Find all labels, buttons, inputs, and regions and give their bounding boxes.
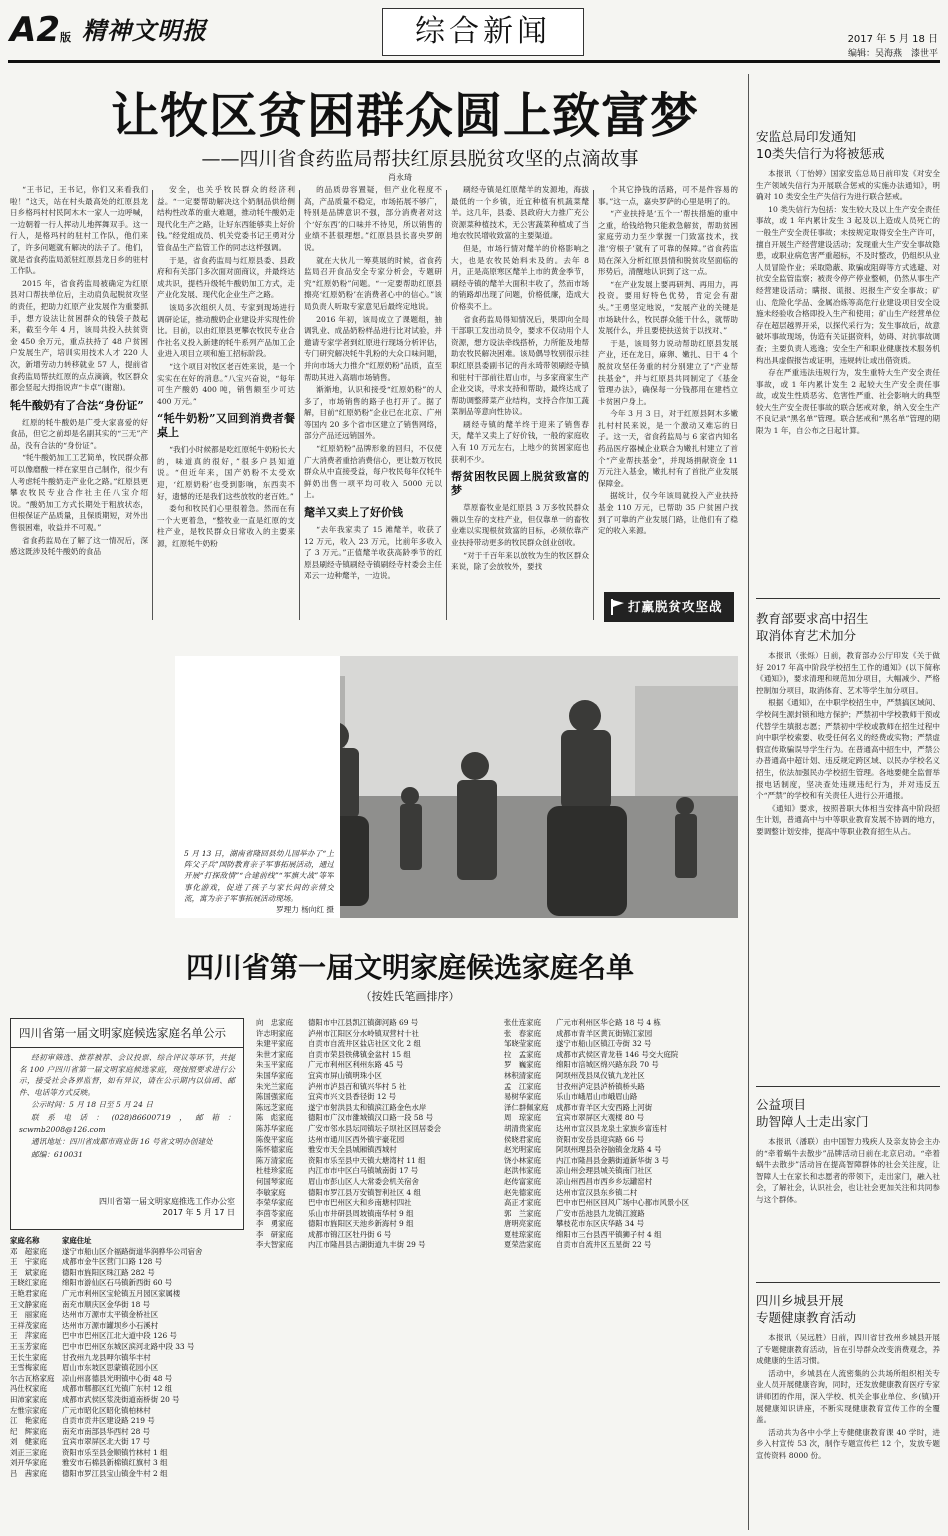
sidebar-story-2 <box>756 610 940 1080</box>
table-row: 王长生家庭 甘孜州九龙县呷尔镇华丰村 <box>10 1352 151 1362</box>
sidebar-story-1 <box>756 128 940 590</box>
table-row: 陈远芝家庭 遂宁市射洪县太和镇滨江路金色水岸 <box>256 1102 427 1112</box>
table-row: 何国琴家庭 眉山市彭山区人大常委会机关宿舍 <box>256 1176 419 1186</box>
table-row: 王晓红家庭 绵阳市游仙区石马镇新西街 60 号 <box>10 1278 173 1288</box>
masthead-rule <box>8 60 940 63</box>
sidebar-story-1-body: 本报讯（丁怡婷）国家安监总局日前印发《对安全生产领域失信行为开展联合惩戒的实施办法通知》，明确对 10 类安全生产失信行为进行联合惩戒。 10 类失信行为包括：发生较大及以上生产安全责任事故，或 1 年内累计发生 3 起及以上造成人员死亡的一般生产安全责任事故；未按规定取得安全生产许可，擅自开展生产经营建设活动；发现重大生产安全事故隐患，或职业病危害严重超标，不及时整改，仍组织从业人员冒险作业；采取隐蔽、欺骗或阻碍等方式逃避、对抗安全监管监察；被责令停产停业整顿，仍然从事生产经营建设活动；瞒报、谎报、迟报生产安全事故；矿山、危险化学品、金属冶炼等高危行业建设项目安全设施未经验收合格即投入生产和使用；矿山生产经营单位存在超层越界开采，以探代采行为；发生事故后，故意破坏事故现场，伪造有关证据资料，妨碍、对抗事故调查；主要负责人逃逸；安全生产和职业健康技术服务机构出具虚假报告或证明，违规转让或出借资质。 存在严重违法违规行为，发生重特大生产安全责任事故，或 1 年内累计发生 2 起较大生产安全责任事故，或发生性质恶劣、危害性严重、社会影响大的典型较大生产安全责任事故的联合惩戒对象，纳入安全生产不良记录“黑名单”管理。联合惩戒和“黑名单”管理的期限为 1 年，自公布之日起计算。 <box>756 169 940 436</box>
flag-icon <box>610 598 626 616</box>
section-banner <box>382 8 584 56</box>
notice-box <box>10 1018 244 1230</box>
table-row: 向 忠家庭 德阳市中江县凯江镇御河路 69 号 <box>256 1018 419 1027</box>
table-row: 邹晓莹家庭 遂宁市船山区镇江寺街 32 号 <box>504 1039 652 1049</box>
page-number-suffix: 版 <box>59 31 71 44</box>
family-table-2 <box>256 1018 441 1251</box>
poverty-campaign-text: 打赢脱贫攻坚战 <box>628 599 723 614</box>
notice-title: 四川省第一届文明家庭候选家庭名单公示 <box>11 1019 243 1048</box>
table-row: 朱建平家庭 自贡市自流井区盐店社区文化 2 组 <box>256 1039 421 1049</box>
table-row: 王 萍家庭 巴中市巴州区江北大道中段 126 号 <box>10 1331 177 1341</box>
table-row: 李荣华家庭 巴中市巴州区大和乡南塘村四社 <box>256 1198 412 1208</box>
column-divider <box>152 190 153 620</box>
table-row: 张仕连家庭 广元市利州区华仑路 18 号 4 栋 <box>504 1018 661 1027</box>
lead-column-3: 的品质毋容置疑，但产业化程度不高，产品质量不稳定，市场拓展不够广，特别是品牌意识不强，部分消费者对这个‘好东西’的口味并不待见，所以销售的业绩不甚很理想。”红原县县长喜央罗朗说。 就在大伙儿一筹莫展的时候，省食药监局召开食品安全专家分析会，专题研究“红原奶粉”问题。“一定要帮助红原县擦亮‘红原奶粉’在消费者心中的信心。”该局负责人听取专家意见后最终定地说。 2016 年初，该局成立了课题组，抽调乳业、成品奶粉样品进行比对试验，并邀请专家学者到红原进行现场分析评估，专门研究解决牦牛乳粉的大众口味问题，并向市场大力推介“红原奶粉”品质，直至帮助其进入高端市场销售。 渐渐地，认识和接受“红原奶粉”的人多了，市场销售的路子也打开了。据了解，目前“红原奶粉”企业已在北京、广州等国内 20 多个省市区建立了销售网络，部分产品还远销国外。 “红原奶粉”品牌形象的回归，不仅使广大消费者重拾消费信心，更让数万牧民群众从中直接受益，每户牧民每年仅牦牛鲜奶出售一项平均可收入 5000 元以上。 氂羊又卖上了好价钱 “去年我家卖了 15 滩氂羊，收获了 12 万元，收入 23 万元，比前年多收入了 3 万元。”正值氂羊收获高龄季节的红原县刷经寺镇刷经寺镇刷经寺村委会主任邓云一边种氂羊，一边说。 <box>304 185 442 581</box>
table-row: 王文静家庭 南充市顺庆区金华街 18 号 <box>10 1299 151 1309</box>
table-row: 刘 健家庭 宜宾市翠屏区北大街 17 号 <box>10 1437 151 1447</box>
table-row: 朱玉平家庭 广元市利州区利州东路 45 号 <box>256 1060 404 1070</box>
table-row: 孟 江家庭 甘孜州泸定县泸桥镇桥头路 <box>504 1081 645 1091</box>
table-row: 朱国华家庭 宜宾市屏山镇明珠小区 <box>256 1070 382 1080</box>
family-table-3 <box>504 1018 689 1251</box>
table-row: 许志明家庭 泸州市江阳区分水岭镇双营村十社 <box>256 1028 419 1038</box>
table-row: 陈国强家庭 宜宾市兴文县香径街 12 号 <box>256 1092 397 1102</box>
sidebar-story-1-title: 安监总局印发通知 10类失信行为将被惩戒 <box>756 129 885 161</box>
photo-caption: 5 月 13 日，湖南省隆回县幼儿园举办了“上阵父子兵”国防教育亲子军事拓展活动，通过开展“打探敌情”“合建前线”“军旗大战”等军事化游戏，促进了孩子与家长间的亲情交流，寓为亲子军事拓展活动现场。 罗理力 杨向红 摄 <box>184 849 334 915</box>
sidebar-rule <box>756 1086 940 1087</box>
table-row: 李 研家庭 成都市锦江区牡丹街 6 号 <box>256 1229 392 1239</box>
table-row: 高正才家庭 巴中市巴州区回风广场中心都市风景小区 <box>504 1198 690 1208</box>
table-row: 邓 超家庭 遂宁市船山区介福路街道华润骅华公司宿舍 <box>10 1246 203 1256</box>
table-row: 夏荣浩家庭 自贡市自流井区五星街 22 号 <box>504 1240 652 1250</box>
family-list-column-1 <box>10 1236 248 1530</box>
table-row: 李茵苓家庭 乐山市井研县周坡镇南华村 9 组 <box>256 1208 414 1218</box>
table-row: 杜桂珍家庭 内江市市中区白马镇城南街 17 号 <box>256 1166 419 1176</box>
lead-column-4: 刷经寺镇是红原氂羊的发源地，海拔最低的一个乡镇，近宜种植有机蔬菜氂羊。这几年，县委、县政府大力推广充公资源菜种植技术，无公害蔬菜种植成了当地农牧民增收致富的主要渠道。 但是，市场行情对氂羊的价格影响之大，也是农牧民始料未及的。去年 8 月，正是高原寒区氂羊上市的黄金季节，刷经寺镇的氂羊大面积丰收了，然而市场的销路却出现了问题，价格低廉，造成大价格卖不上。 省食药监局得知情况后，果即向全局干部职工发出动员令，要求不仅动用个人资源，想方设法牵线搭桥，力所能及地帮助农牧民解决困难。该局偶导牧别很示挂职红原县委副书记的肖永琦带领刷经寺镇和驻村干部前往眉山市，与多家商家生产企业交谈，寻求支持和帮助，最终达成了帮助调整滞菜产业结构，支持合作加工蔬菜制品等意向性协议。 刷经寺镇的氂羊终于迎来了销售春天，氂羊又卖上了好价钱，一般的家庭收入有 10 万元左右，上地少的贫困家庭也获利不少。 帮贫困牧民圆上脱贫致富的梦 草原畜牧业是红原县 3 万多牧民群众赖以生存的支柱产业，但仅靠单一的畜牧业难以实现根贫致富的目标，必须依靠产业扶持带动更多的牧民群众创业创收。 “对于千百年来以放牧为生的牧区群众来说，除了会放牧外，要找 <box>451 185 589 572</box>
sidebar-rule <box>756 598 940 599</box>
table-row: 郭 兰家庭 广安市岳池县九龙镇江渡路 <box>504 1208 645 1218</box>
table-row: 朱光兰家庭 泸州市泸县百和镇兴华村 5 社 <box>256 1081 407 1091</box>
table-row: 吕 茜家庭 德阳市罗江县宝山镇金牛村 2 组 <box>10 1469 168 1479</box>
table-row: 陈万清家庭 资阳市乐至县中天镇大塘湾村 11 组 <box>256 1155 426 1165</box>
family-table-1 <box>10 1236 202 1480</box>
table-row: 侯晓君家庭 资阳市安岳县迎宾路 66 号 <box>504 1134 645 1144</box>
notice-body: 经初审筛选、推荐被荐、会议投票、综合评议等环节，共提名 100 户四川省第一届文明家庭候选家庭，现按照要求进行公示，接受社会各界监督，如有异议，请在公示期内以信函、邮件、电话等方式反映。 公示时间：5 月 18 日至 5 月 24 日 联系电话：(028)86600719，邮箱：scwmb2008@126.com 通讯地址：四川省成都市商业街 16 号省文明办创建处 邮编：610031 <box>19 1053 235 1159</box>
table-row: 江 艳家庭 自贡市贡井区建设路 219 号 <box>10 1416 155 1426</box>
sidebar-story-4-body: 本报讯（吴远胜）日前，四川省甘孜州乡城县开展了专题健康教育活动，旨在引导群众改变消费观念，养成健康的生活习惯。 活动中，乡城县在人流密集的公共场所组织相关专业人员开展健康咨询，同时，还发放健康教育医疗专家讲师团的作用，深入学校、机关企事业单位、乡(镇)开展健康知识讲座，不断实现健康教育宣传工作的全覆盖。 活动共为各中小学上专健健康教育课 40 学时，进乡入村宣传 53 次，制作专题宣传栏 12 个，发放专题宣传资料 8000 份。 <box>756 1333 940 1460</box>
table-header: 家庭名称 家庭住址 <box>10 1236 92 1245</box>
column-divider <box>446 190 447 620</box>
lead-subtitle: ——四川省食药监局帮扶红原县脱贫攻坚的点滴故事 <box>201 148 639 170</box>
table-row: 罗 巍家庭 绵阳市涪城区绵兴路东段 70 号 <box>504 1060 659 1070</box>
sidebar-story-3 <box>756 1096 940 1286</box>
table-row: 赵传富家庭 凉山州西昌市西乡乡坛罐窑村 <box>504 1176 653 1186</box>
table-row: 陈怀德家庭 雅安市天全县城厢镇西城村 <box>256 1145 397 1155</box>
paper-name: 精神文明报 <box>82 16 207 45</box>
table-row: 王玉芳家庭 巴中市巴州区东城区滨河北路中段 33 号 <box>10 1341 195 1351</box>
table-row: 李 勇家庭 德阳市旌阳区天池乡新海村 9 组 <box>256 1219 414 1229</box>
sidebar-story-2-title: 教育部要求高中招生 取消体育艺术加分 <box>756 611 869 643</box>
issue-date: 2017 年 5 月 18 日 <box>847 34 938 45</box>
poverty-campaign-logo <box>604 592 734 622</box>
table-row: 刘开华家庭 雅安市石棉县新棉镇红旗村 3 组 <box>10 1458 168 1468</box>
page-number <box>10 10 71 58</box>
table-row: 唐明亮家庭 攀枝花市东区庆华路 34 号 <box>504 1219 645 1229</box>
table-row: 冯仕权家庭 成都市郫都区红光镇广东村 12 组 <box>10 1384 173 1394</box>
table-row: 李敏家庭 德阳市罗江县万安镇智利社区 4 组 <box>256 1187 421 1197</box>
sidebar-rule <box>756 1282 940 1283</box>
sidebar-story-3-body: 本报讯（潘联）由中国智力残疾人及亲友协会主办的“牵着蜗牛去散步”品牌活动日前在北京启动。“牵着蜗牛去散步”活动旨在提高智障群体的社会关注度，让智障人士在家长和志愿者的带领下，走出家门，融入社会，了解社会，认识社会，也让社会更加关注和共同参与这个群体。 <box>756 1137 940 1204</box>
notice-sign-office: 四川省第一届文明家庭推选工作办公室 <box>99 1197 235 1206</box>
table-row: 左惟宗家庭 广元市昭化区昭化镇柏林村 <box>10 1405 151 1415</box>
section-title: 综合新闻 <box>415 14 551 49</box>
table-row: 周 琼家庭 宜宾市翠屏区大观楼 80 号 <box>504 1113 645 1123</box>
sidebar-story-2-body: 本报讯（张烁）日前，教育部办公厅印发《关于做好 2017 年高中阶段学校招生工作的通知》(以下简称《通知》)，要求清理和规范加分项目，大幅减少、严格控制加分项目，取消体育、艺术等学生加分项目。 根据《通知》，在中职学校招生中，严禁搞区域间、学校间生源封锁和地方保护；严禁初中学校教师干预或代替学生填报志愿；严禁初中学校或教师在招生过程中向中职学校索要、收受任何名义的经费或实物；严禁虚假宣传欺骗误导学生行为。在普通高中招生中，严禁公办普通高中超计划、违反规定跨区域、以民办学校名义招生，依法加强民办学校招生管理。各地要健全监督举报电话制度，坚决查处违规违纪行为，并对违反五个“严禁”的学校和有关责任人进行公开通报。 《通知》要求，按照普职大体相当安排高中阶段招生计划，普通高中与中等职业教育发展不协调的地方，要调整计划安排，提高中等职业教育招生从占。 <box>756 651 940 836</box>
table-row: 陈 彪家庭 德阳市广汉市雒城镇汉口路一段 58 号 <box>256 1113 433 1123</box>
table-row: 王 丽家庭 达州市万源市太平镇金桥社区 <box>10 1310 159 1320</box>
notice-sign-date: 2017 年 5 月 17 日 <box>162 1208 235 1217</box>
table-row: 刘正三家庭 资阳市乐至县金顺镇竹林村 1 组 <box>10 1447 168 1457</box>
column-divider <box>299 190 300 620</box>
table-row: 王艳君家庭 广元市利州区宝轮镇五月园区家属楼 <box>10 1288 181 1298</box>
table-row: 王雪梅家庭 眉山市东坡区思蒙镇花园小区 <box>10 1363 159 1373</box>
table-row: 夏桂琼家庭 绵阳市三台县西平镇狮子村 4 组 <box>504 1229 662 1239</box>
table-row: 朱世才家庭 自贡市荣县铁佛镇金盆村 15 组 <box>256 1049 411 1059</box>
table-row: 陈俊平家庭 达州市通川区西外镇宇豪花园 <box>256 1134 405 1144</box>
lead-subhead-1: 牦牛酸奶有了合法“身份证” <box>10 398 144 412</box>
table-row: 尔古瓦格家庭 凉山州喜德县光明镇中心街 48 号 <box>10 1373 173 1383</box>
family-list-column-2 <box>256 1018 496 1530</box>
lead-headline: 让牧区贫困群众圆上致富梦 <box>110 88 699 144</box>
table-row: 李大智家庭 内江市隆昌县古湖街道九丰街 29 号 <box>256 1240 426 1250</box>
lead-author: 肖永琦 <box>388 173 412 182</box>
family-list-title: 四川省第一届文明家庭候选家庭名单 <box>185 951 634 984</box>
lead-column-5: 个其它挣钱的活路，可不是件容易的事。”这一点，嘉央罗萨的心里是明了的。 “产业扶持是‘五个一’帮扶措施的重中之重，给钱给物只能救急解贫，帮助贫困家庭劳动力至少掌握一门致富技术，找准‘穷根子’就有了可靠的保障。”省食药监局在深入分析红原县情和脱贫攻坚面临的形势后，清醒地认识到了这一点。 “在产业发展上要再研判、再用力，再投资。要用好特色优势，肯定会有甜头。”王勇坚定地说，“发展产业的关键是市场缺什么，牧民群众能干什么，就帮助发展什么，并且要使扶送贫于以找对、” 于是，该局努力说动帮助红原县发展产业，还在龙日，麻卵、嫩扎、日干 4 个脱贫攻坚任务重的村分别建立了“产业帮扶基金”，并与红原县共同制定了《基金管理办法》，确保每一分钱都用在建档立卡贫困户身上。 今年 3 月 3 日，对于红原县阿木多嫩扎村村民来说，是一个激动又难忘的日子。这一天，省食药监局与 6 家省内知名药品医疗器械企业联合为嫩扎村建立了首个“产业帮扶基金”，并现场捐献资金 11 万元注入基金，嫩扎村有了首批产业发展保障金。 据统计，仅今年该局就投入产业扶持基金 110 万元，已帮助 35 户贫困户找到了可靠的产业发展门路，让他们有了稳定的收入来源。 <box>598 185 738 536</box>
table-row: 拉 孟家庭 成都市武侯区青龙巷 146 号交大庭院 <box>504 1049 679 1059</box>
table-row: 泽仁群佩家庭 成都市青羊区大安西路上河街 <box>504 1102 653 1112</box>
table-row: 胡清贵家庭 达州市宣汉县龙泉土家族乡富连村 <box>504 1123 667 1133</box>
sidebar-story-4 <box>756 1292 940 1530</box>
table-row: 王祥茂家庭 达州市万源市罐坝乡小石溪村 <box>10 1320 159 1330</box>
sidebar-story-4-title: 四川乡城县开展 专题健康教育活动 <box>756 1293 857 1325</box>
editors: 编辑：吴海燕 漆世平 <box>847 49 938 59</box>
lead-column-2: 安全，也关乎牧民群众的经济利益。“一定要帮助解决这个奶制品供给侧结构性改革的重大难题，推动牦牛酸奶走现代化生产之路，让好东西能够卖上好价钱。”经党组成员、机关党委书记王勇对分管食品生产监管工作的同志这样强调。 于是，省食药监局与红原县委、县政府和有关部门多次面对面商议，并最终达成共识，提档升级牦牛酸奶加工方式，走产业化发展、现代化企业生产之路。 该局多次组织人员、专家到现场进行调研论证，推动酸奶企业建设并实现性价比。目前，以由红原县更攀农牧民专业合作社名义投入新建的牦牛系列产品加工企业进入项目立项和施工招标阶段。 “这个项目对牧区老百姓来说，是一个实实在在好的消息。”八宝兴奋说，“每年可生产酸奶 400 吨，销售额至少可达 400 万元。” “牦牛奶粉”又回到消费者餐桌上 “我们小时候都是吃红原牦牛奶粉长大的，味道真的很好，”很多户县知道说。“但近年来，国产奶粉不太受欢迎，‘红原奶粉’也受到影响，东西卖不好，遗憾的还是我们这些放牧的老百姓。” 委句和牧民们心里很着急。然而在有一个大更着急，“整牧业一直是红原的支柱产业，是牧民群众日常收入的主要来源，红原牦牛奶粉 <box>157 185 295 549</box>
lead-subhead-4: 帮贫困牧民圆上脱贫致富的梦 <box>451 470 589 498</box>
table-row: 张 春家庭 成都市青羊区黄瓦街锦江家园 <box>504 1028 653 1038</box>
table-row: 饶小林家庭 内江市隆昌县金鹅街道新华街 3 号 <box>504 1155 669 1165</box>
table-row: 易树华家庭 乐山市峨眉山市峨眉山路 <box>504 1092 638 1102</box>
table-row: 赵光明家庭 阿坝州理县杂谷脑镇金龙路 4 号 <box>504 1145 662 1155</box>
table-row: 纪 辉家庭 南充市南部县华西村 28 号 <box>10 1426 151 1436</box>
lead-column-1: “王书记，王书记，你们又来看我们啦！”这天，站在村头最高处的红原县龙日乡格玛村村民阿木木一家人一边呼喊，一边朝着一行人挥动儿地挥舞双手。这一行人，是格玛村的驻村工作队，他们来了，许多问题就有解决的法子了。他们，就是省食药监局派驻红原县龙日乡的驻村工作队。 2015 年，省食药监局被确定为红原县对口帮扶单位后，主动肩负起脱贫攻坚的责任，把助力红原产业发展作为重要抓手，想方设法让贫困群众的钱袋子鼓起来，截至今年 4 月，该局共投入扶贫资金 450 余万元，重点扶持了 48 户贫困户发展生产，培训实用技术人才 220 人次，新增劳动力转移就业 57 人，提前省食药监局帮扶红原的点点滴滴，牧区群众都会竖起大拇指说声“卡卓”(谢谢)。 牦牛酸奶有了合法“身份证” 红原的牦牛酸奶是广受大家喜爱的好食品，但它之前却是名副其实的“三无”产品，没有合法的“身份证”。 “牦牛酸奶加工工艺简单，牧民群众都可以像磨酸一样在家里自己制作，很少有人考虑牦牛酸奶走产业化之路。”红原县更攀农牧民专业合作社主任八宝介绍说。“酸奶加工方式长期处于粗放状态，但根保证产品质量，且保质期短，对外出售很困难，收益并不可观。” 省食药监局在了解了这一情况后，深感这既涉及牦牛酸奶的食品 <box>10 185 148 557</box>
lead-subhead-3: 氂羊又卖上了好价钱 <box>304 506 403 520</box>
sidebar-story-3-title: 公益项目 助智障人士走出家门 <box>756 1097 869 1129</box>
masthead <box>0 0 948 66</box>
family-list-subtitle: （按姓氏笔画排序） <box>360 990 460 1003</box>
lead-subhead-2: “牦牛奶粉”又回到消费者餐桌上 <box>157 412 295 440</box>
table-row: 王 宇家庭 成都市金牛区营门口路 128 号 <box>10 1257 163 1267</box>
sidebar-divider <box>748 74 749 1530</box>
table-row: 田沛家家庭 成都市武侯区浆洗街道南桥街 20 号 <box>10 1394 180 1404</box>
table-row: 王 斌家庭 德阳市旌阳区珠江路 282 号 <box>10 1267 155 1277</box>
table-row: 陈苏华家庭 广安市邻水县坛同镇坛子坝社区回居委会 <box>256 1123 442 1133</box>
table-row: 赵先德家庭 达州市宣汉县东乡镇二村 <box>504 1187 638 1197</box>
table-row: 赵洪伟家庭 凉山州会理县城关镇南门社区 <box>504 1166 653 1176</box>
table-row: 林积清家庭 阿坝州茂县凤仪镇九龙社区 <box>504 1070 645 1080</box>
family-list-column-3 <box>504 1018 740 1530</box>
photo-credit: 罗理力 杨向红 摄 <box>276 905 334 915</box>
column-divider <box>593 190 594 620</box>
page-number-value: A2 <box>10 10 60 50</box>
